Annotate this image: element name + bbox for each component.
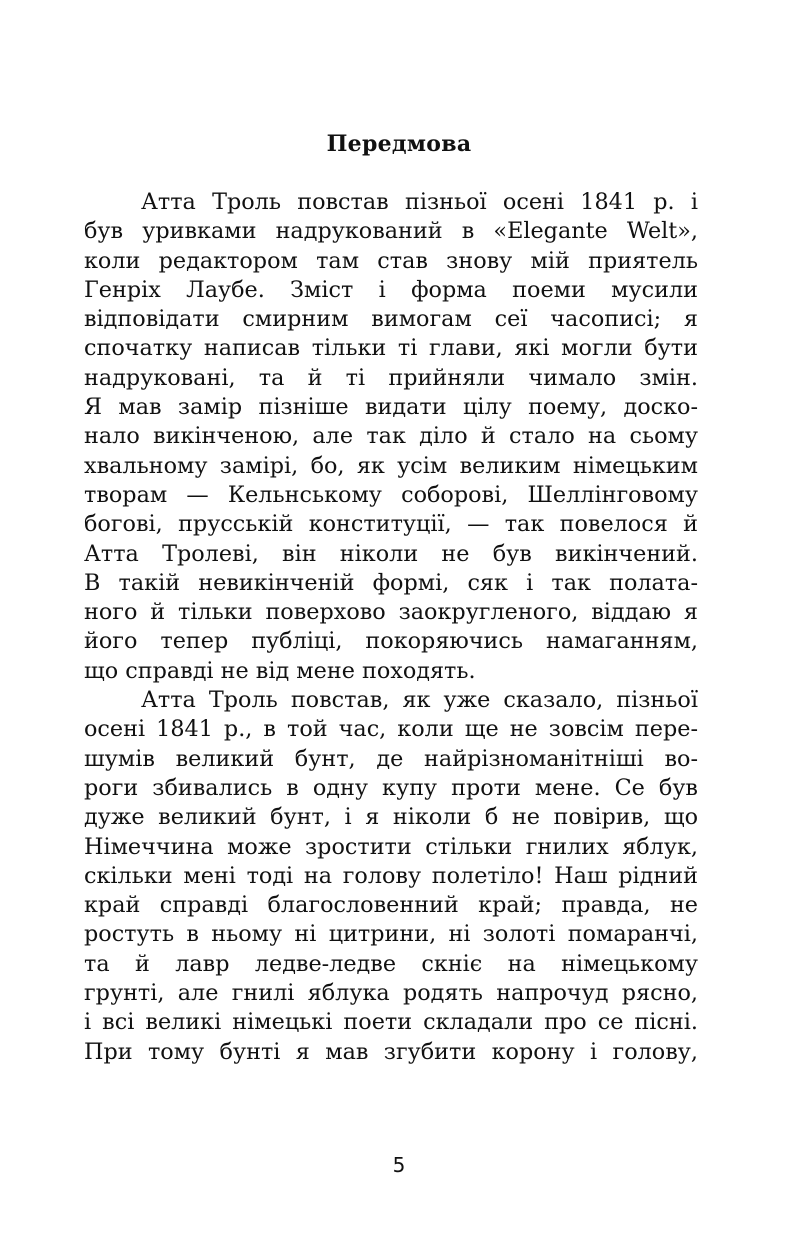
text-line: творам — Кельнському соборові, Шеллінговому: [84, 481, 698, 508]
text-line: Генріх Лаубе. Зміст і форма поеми мусили: [84, 276, 698, 303]
body-text: [84, 188, 698, 1067]
text-line: Атта Троль повстав, як уже сказало, пізньої: [141, 687, 698, 714]
text-line: осені 1841 р., в той час, коли ще не зовсім пере-: [84, 716, 698, 743]
text-line: коли редактором там став знову мій приятель: [84, 247, 698, 274]
text-line: що справді не від мене походять.: [84, 657, 476, 684]
text-line: шумів великий бунт, де найрізноманітніші во-: [84, 745, 698, 772]
text-line: В такій невикінченій формі, сяк і так полата-: [84, 569, 698, 596]
text-line: Німеччина може зростити стільки гнилих яблук,: [84, 833, 698, 860]
text-line: скільки мені тоді на голову полетіло! Наш рідний: [84, 862, 698, 889]
text-line: При тому бунті я мав згубити корону і голову,: [84, 1038, 698, 1065]
text-line: відповідати смирним вимогам сеї часописі; я: [84, 306, 698, 333]
text-line: нало викінченою, але так діло й стало на сьому: [84, 423, 698, 450]
text-line: спочатку написав тільки ті глави, які могли бути: [84, 335, 698, 362]
text-line: богові, прусській конституції, — так повелося й: [84, 511, 698, 538]
text-line: ного й тільки поверхово заокругленого, віддаю я: [84, 599, 698, 626]
text-line: роги збивались в одну купу проти мене. Се був: [84, 774, 698, 801]
text-line: грунті, але гнилі яблука родять напрочуд рясно,: [84, 980, 698, 1007]
text-line: дуже великий бунт, і я ніколи б не повірив, що: [84, 804, 698, 831]
text-line: Я мав замір пізніше видати цілу поему, доско-: [84, 394, 698, 421]
text-line: надруковані, та й ті прийняли чимало змін.: [84, 364, 698, 391]
text-line: край справді благословенний край; правда, не: [84, 892, 698, 919]
page-number: 5: [392, 1153, 406, 1177]
text-line: Атта Тролеві, він ніколи не був викінчений.: [84, 540, 698, 567]
text-line: і всі великі німецькі поети складали про се пісні.: [84, 1009, 698, 1036]
text-line: та й лавр ледве-ледве скніє на німецькому: [84, 950, 698, 977]
text-line: хвальному замірі, бо, як усім великим німецьким: [84, 452, 698, 479]
paragraph-2: [84, 686, 698, 1067]
text-line: Атта Троль повстав пізньої осені 1841 р. і: [141, 189, 698, 215]
text-line: ростуть в ньому ні цитрини, ні золоті помаранчі,: [84, 921, 698, 948]
text-line: був уривками надрукований в «Elegante Welt»,: [84, 218, 698, 245]
paragraph-1: [84, 188, 698, 686]
page-title: Передмова: [326, 131, 472, 157]
text-line: його тепер публіці, покоряючись намаганням,: [84, 628, 698, 655]
